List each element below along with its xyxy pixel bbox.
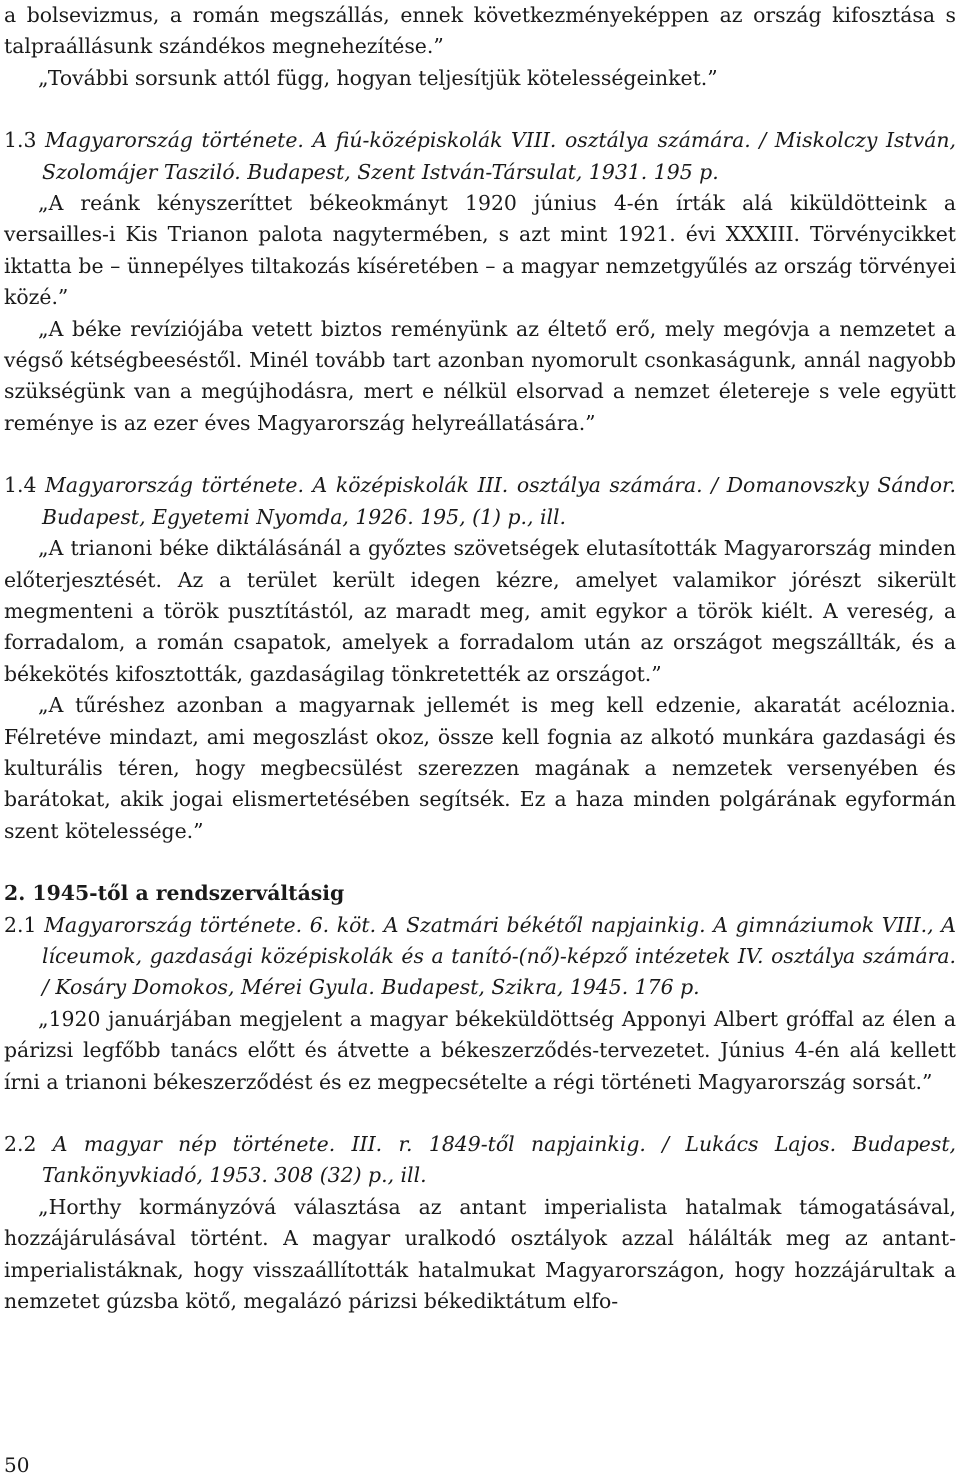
entry-number: 1.3 [4, 128, 45, 153]
spacer [4, 439, 956, 470]
page-number: 50 [4, 1453, 30, 1477]
entry-number: 1.4 [4, 473, 46, 498]
quote-paragraph: „Horthy kormányzóvá választása az antant imperialista hatalmak támogatásával, hozzájárulásával történt. A magyar uralkodó osztályok azzal hálálták meg az antant-imperialistáknak, hogy visszaállították hatalmukat Magyarországon, hogy hozzájárultak a nemzetet gúzsba kötő, megalázó párizsi békediktátum elfo- [4, 1194, 956, 1314]
intro-quote: „További sorsunk attól függ, hogyan teljesítjük kötelességeinket.” [38, 65, 718, 90]
bibliographic-entry-2-2 [4, 1129, 956, 1192]
spacer [4, 94, 956, 125]
bibliographic-entry-2-1 [4, 910, 956, 1004]
section-heading: 2. 1945-től a rendszerváltásig [4, 881, 345, 906]
spacer [4, 1098, 956, 1129]
quote-paragraph: „A tűréshez azonban a magyarnak jellemét is meg kell edzenie, akaratát acéloznia. Félretéve mindazt, ami megoszlást okoz, össze kell fognia az alkotó munkára gazdasági és kulturális téren, hogy megbecsülést szerezzen magának a nemzetek versenyében és barátokat, akik jogai elismertetésében segítsék. Ez a haza minden polgárának egyformán szent kötelessége.” [4, 693, 956, 843]
quote-paragraph: „A trianoni béke diktálásánál a győztes szövetségek elutasították Magyarország minden előterjesztését. Az a terület került idegen kézre, amelyet valamikor jórészt sikerült megmenteni a török pusztítástól, az maradt meg, amit egykor a török kiélt. A vereség, a forradalom, a román csapatok, amelyek a forradalom után az országot megszállták, és a békekötés kifosztották, gazdaságilag tönkretették az országot.” [4, 536, 956, 686]
quote-paragraph: „A béke revíziójába vetett biztos reményünk az éltető erő, mely megóvja a nemzetet a végső kétségbeeséstől. Minél tovább tart azonban nyomorult csonkaságunk, annál nagyobb szükségünk van a megújhodásra, mert e nélkül elsorvad a nemzet életereje s vele együtt reménye is az ezer éves Magyarország helyreállatására.” [4, 316, 956, 435]
intro-paragraph: a bolsevizmus, a román megszállás, ennek következményeképpen az ország kifosztása s talpraállásunk szándékos megnehezítése.” [4, 3, 956, 59]
document-page [4, 0, 956, 1317]
entry-number: 2.1 [4, 912, 45, 937]
quote-paragraph: „A reánk kényszeríttet békeokmányt 1920 június 4-én írták alá kiküldötteink a versailles-i Kis Trianon palota nagytermében, s azt mint 1921. évi XXXIII. Törvénycikket iktatta be – ünnepélyes tiltakozás kíséretében – a magyar nemzetgyűlés az ország törvényei közé.” [4, 191, 956, 310]
bibliographic-entry-1-4 [4, 470, 956, 533]
entry-reference: Magyarország története. 6. köt. A Szatmári békétől napjainkig. A gimnáziumok VIII., A líceumok, gazdasági középiskolák és a tanító-(nő)-képző intézetek IV. osztálya számára. / Kosáry Domokos, Mérei Gyula. Budapest, Szikra, 1945. 176 p. [42, 912, 956, 1000]
entry-reference: Magyarország története. A középiskolák III. osztálya számára. / Domanovszky Sándor. Budapest, Egyetemi Nyomda, 1926. 195, (1) p., ill. [42, 473, 956, 529]
bibliographic-entry-1-3 [4, 125, 956, 188]
quote-paragraph: „1920 januárjában megjelent a magyar békeküldöttség Apponyi Albert gróffal az élen a párizsi legfőbb tanács előtt és átvette a békeszerződés-tervezetet. Június 4-én alá kellett írni a trianoni békeszerződést és ez megpecsételte a régi történeti Magyarország sorsát.” [4, 1006, 956, 1094]
entry-reference: Magyarország története. A fiú-középiskolák VIII. osztálya számára. / Miskolczy István, Szolomájer Tasziló. Budapest, Szent István-Társulat, 1931. 195 p. [42, 128, 956, 184]
entry-number: 2.2 [4, 1132, 53, 1156]
entry-reference: A magyar nép története. III. r. 1849-től napjainkig. / Lukács Lajos. Budapest, Tankönyvkiadó, 1953. 308 (32) p., ill. [42, 1132, 956, 1188]
spacer [4, 847, 956, 878]
